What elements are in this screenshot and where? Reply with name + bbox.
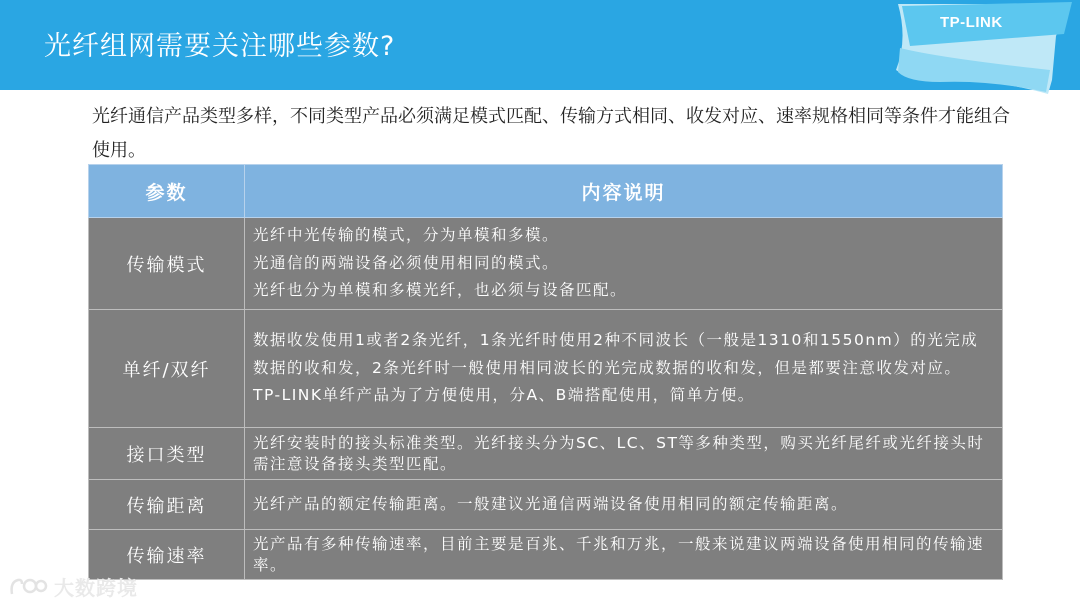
param-name: 单纤/双纤 — [89, 310, 245, 428]
param-name: 传输距离 — [89, 480, 245, 530]
table-row — [89, 530, 1003, 580]
tp-link-logo: TP-LINK — [940, 14, 1003, 31]
param-description — [245, 218, 1003, 310]
param-description — [245, 530, 1003, 580]
description-line: 光纤也分为单模和多模光纤，也必须与设备匹配。 — [253, 281, 628, 300]
table-header-row — [89, 165, 1003, 218]
column-header-parameter: 参数 — [89, 165, 245, 218]
description-line: 光纤产品的额定传输距离。一般建议光通信两端设备使用相同的额定传输距离。 — [253, 494, 849, 513]
intro-paragraph: 光纤通信产品类型多样，不同类型产品必须满足模式匹配、传输方式相同、收发对应、速率规格相同等条件才能组合使用。 — [92, 106, 1010, 161]
table-row — [89, 428, 1003, 480]
param-description — [245, 480, 1003, 530]
description-line: 光产品有多种传输速率，目前主要是百兆、千兆和万兆，一般来说建议两端设备使用相同的传输速率。 — [253, 534, 985, 574]
watermark-logo-icon — [8, 574, 48, 600]
table-row — [89, 310, 1003, 428]
watermark — [8, 572, 138, 601]
table-row — [89, 480, 1003, 530]
description-line: 光纤安装时的接头标准类型。光纤接头分为SC、LC、ST等多种类型，购买光纤尾纤或光纤接头时需注意设备接头类型匹配。 — [253, 433, 985, 473]
description-line: TP-LINK单纤产品为了方便使用，分A、B端搭配使用，简单方便。 — [253, 386, 755, 405]
description-line: 光纤中光传输的模式，分为单模和多模。 — [253, 226, 560, 245]
parameters-table — [88, 164, 1003, 580]
description-line: 光通信的两端设备必须使用相同的模式。 — [253, 253, 560, 272]
column-header-description: 内容说明 — [245, 165, 1003, 218]
param-name: 传输速率 — [89, 530, 245, 580]
description-line: 数据收发使用1或者2条光纤，1条光纤时使用2种不同波长（一般是1310和1550nm）的光完成数据的收和发，2条光纤时一般使用相同波长的光完成数据的收和发，但是都要注意收发对应。 — [253, 331, 979, 377]
watermark-text: 大数跨境 — [54, 576, 138, 600]
param-name: 传输模式 — [89, 218, 245, 310]
param-description — [245, 428, 1003, 480]
slide-title: 光纤组网需要关注哪些参数? — [44, 31, 396, 62]
param-description — [245, 310, 1003, 428]
table-row — [89, 218, 1003, 310]
param-name: 接口类型 — [89, 428, 245, 480]
